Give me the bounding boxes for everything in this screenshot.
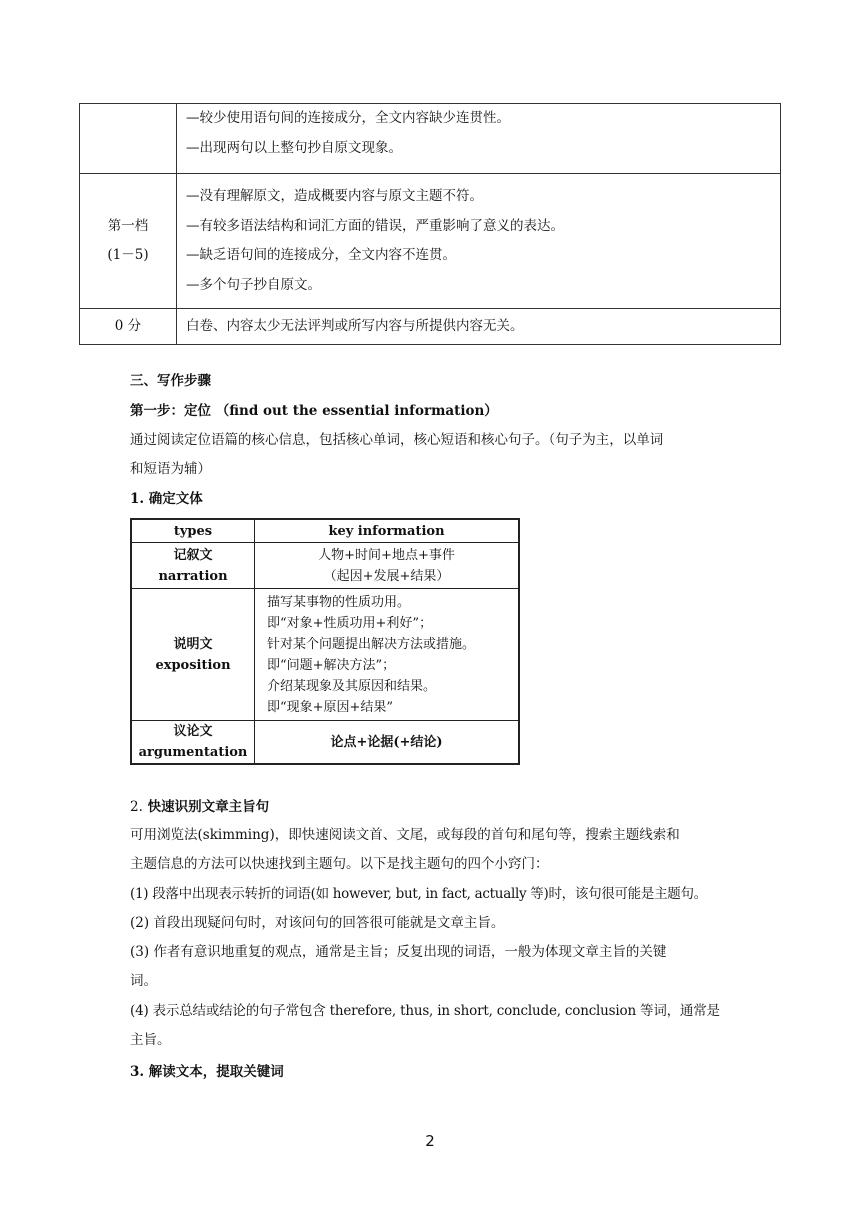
subheading-number: 2. xyxy=(130,799,143,815)
key-info-header: key information xyxy=(255,519,520,543)
type-cell xyxy=(131,721,255,765)
info-cell xyxy=(255,543,520,589)
intro-line: 和短语为辅） xyxy=(130,461,211,478)
section-heading: 三、写作步骤 xyxy=(130,373,211,389)
page-number: 2 xyxy=(425,1132,435,1150)
types-row xyxy=(131,589,519,721)
criterion: —没有理解原文，造成概要内容与原文主题不符。 xyxy=(186,188,483,204)
grading-row xyxy=(80,309,781,345)
subheading-title: 快速识别文章主旨句 xyxy=(147,799,270,815)
type-en: exposition xyxy=(155,657,231,673)
criterion: —较少使用语句间的连接成分，全文内容缺少连贯性。 xyxy=(186,110,510,126)
body-line: 可用浏览法(skimming)，即快速阅读文首、文尾，或每段的首句和尾句等，搜索主题线索和 xyxy=(130,827,680,843)
info-line: 介绍某现象及其原因和结果。 xyxy=(267,678,437,694)
type-cn: 说明文 xyxy=(173,636,213,652)
tip-line: 主旨。 xyxy=(130,1032,171,1049)
types-header: types xyxy=(131,519,255,543)
criterion: —出现两句以上整句抄自原文现象。 xyxy=(186,139,402,156)
criterion: 白卷、内容太少无法评判或所写内容与所提供内容无关。 xyxy=(186,317,524,334)
info-line: 即“问题+解决方法”； xyxy=(267,657,396,673)
info-line: 论点+论据(+结论) xyxy=(330,734,443,750)
types-row xyxy=(131,721,519,765)
info-line: 针对某个问题提出解决方法或措施。 xyxy=(267,636,476,652)
grade-level-cell xyxy=(80,309,177,345)
tip-line: (4) 表示总结或结论的句子常包含 therefore, thus, in short, conclude, conclusion 等词，通常是 xyxy=(130,1002,720,1019)
grading-row xyxy=(80,104,781,174)
grade-level-cell xyxy=(80,174,177,309)
step-heading: 第一步：定位 （find out the essential information） xyxy=(130,403,498,419)
grade-criteria-cell xyxy=(177,309,781,345)
type-cn: 记叙文 xyxy=(173,547,213,563)
intro-line: 通过阅读定位语篇的核心信息，包括核心单词，核心短语和核心句子。（句子为主，以单词 xyxy=(130,432,664,448)
info-line: 即“对象+性质功用+利好”； xyxy=(267,615,433,631)
grading-table xyxy=(79,103,781,345)
type-en: argumentation xyxy=(138,745,248,760)
info-line: 人物+时间+地点+事件 xyxy=(318,547,455,563)
tip-line: (1) 段落中出现表示转折的词语(如 however, but, in fact, actually 等)时，该句很可能是主题句。 xyxy=(130,885,707,902)
type-cell xyxy=(131,543,255,589)
subheading-main-idea xyxy=(130,797,269,817)
grade-criteria-cell xyxy=(177,104,781,174)
grading-row xyxy=(80,174,781,309)
intro-paragraph xyxy=(130,426,735,485)
criterion: —缺乏语句间的连接成分，全文内容不连贯。 xyxy=(186,247,456,263)
info-line: 即“现象+原因+结果” xyxy=(267,699,394,715)
tip-line: (3) 作者有意识地重复的观点，通常是主旨；反复出现的词语，一般为体现文章主旨的关键 xyxy=(130,944,667,961)
types-header-row xyxy=(131,519,519,543)
tip-line: 词。 xyxy=(130,973,157,990)
type-en: narration xyxy=(158,568,228,584)
info-line: 描写某事物的性质功用。 xyxy=(267,594,411,610)
grade-level-cell xyxy=(80,104,177,174)
subheading-keywords: 3. 解读文本，提取关键词 xyxy=(130,1064,284,1080)
type-cell xyxy=(131,589,255,721)
grade-criteria-cell xyxy=(177,174,781,309)
tip-line: (2) 首段出现疑问句时，对该问句的回答很可能就是文章主旨。 xyxy=(130,914,505,931)
info-cell xyxy=(255,721,520,765)
text-types-table xyxy=(130,518,520,765)
main-idea-body xyxy=(130,821,735,1055)
grade-range: (1－5) xyxy=(107,247,149,263)
criterion: —多个句子抄自原文。 xyxy=(186,276,321,293)
body-line: 主题信息的方法可以快速找到主题句。以下是找主题句的四个小窍门： xyxy=(130,856,549,873)
grade-level: 0 分 xyxy=(114,318,142,334)
info-cell xyxy=(255,589,520,721)
type-cn: 议论文 xyxy=(173,724,213,739)
grade-level: 第一档 xyxy=(107,218,149,234)
criterion: —有较多语法结构和词汇方面的错误，严重影响了意义的表达。 xyxy=(186,217,564,234)
info-line: （起因+发展+结果） xyxy=(323,568,450,584)
types-row xyxy=(131,543,519,589)
subheading-text-type: 1. 确定文体 xyxy=(130,491,203,507)
